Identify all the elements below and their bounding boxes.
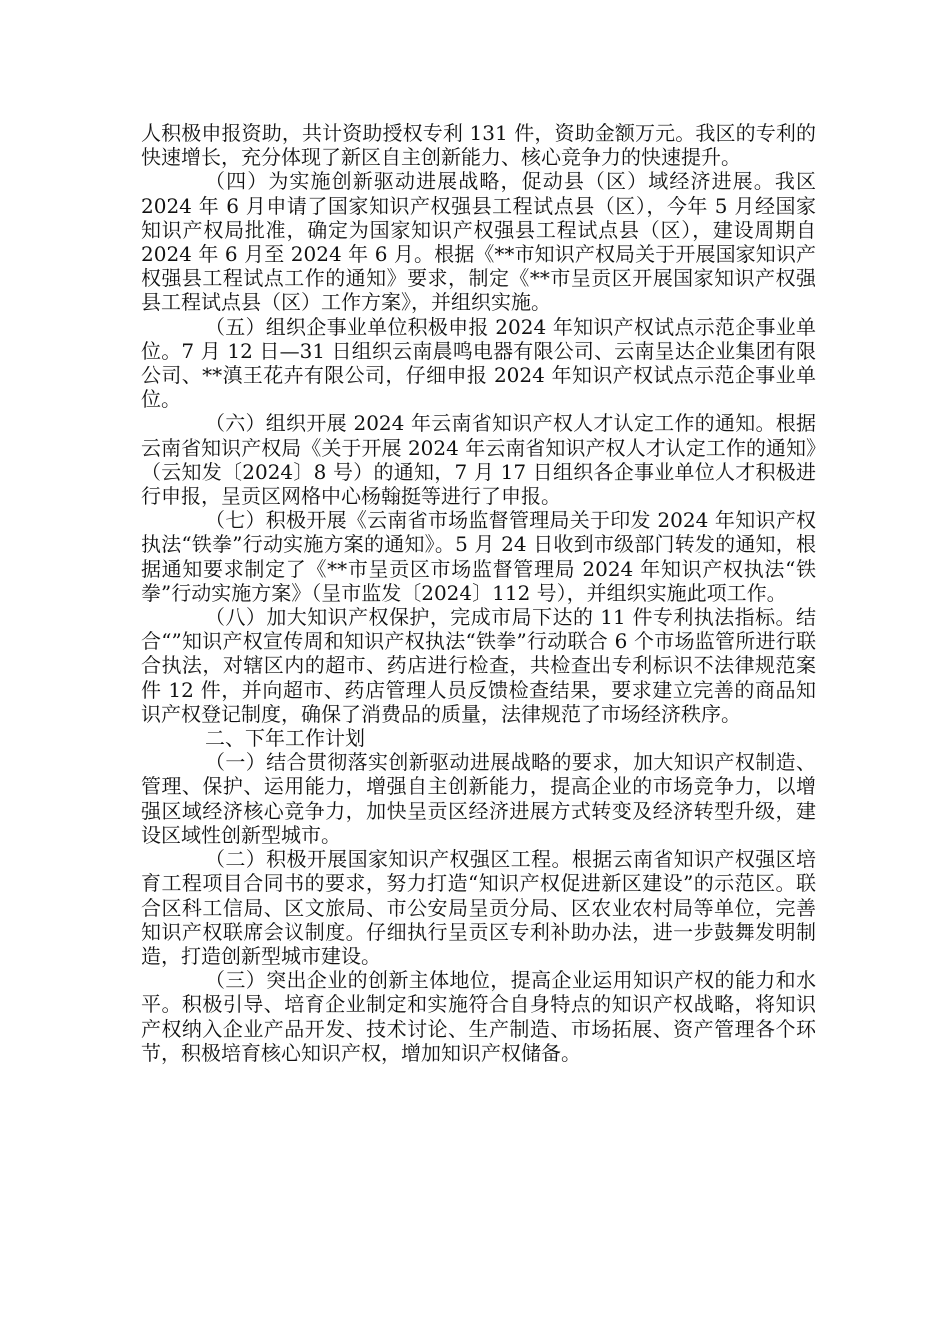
paragraph-item-6: （六）组织开展 2024 年云南省知识产权人才认定工作的通知。根据云南省知识产权局《关于开展 2024 年云南省知识产权人才认定工作的通知》（云知发〔2024〕8 号）的通知，7 月 17 日组织各企事业单位人才积极进行申报，呈贡区网格中心杨翰挺等进行了申报。 xyxy=(141,411,816,509)
document-body xyxy=(141,121,816,1065)
paragraph-item-8: （八）加大知识产权保护，完成市局下达的 11 件专利执法指标。结合“”知识产权宣传周和知识产权执法“铁拳”行动联合 6 个市场监管所进行联合执法，对辖区内的超市、药店进行检查，共检查出专利标识不法律规范案件 12 件，并向超市、药店管理人员反馈检查结果，要求建立完善的商品知识产权登记制度，确保了消费品的质量，法律规范了市场经济秩序。 xyxy=(141,605,816,726)
paragraph-item-5: （五）组织企事业单位积极申报 2024 年知识产权试点示范企事业单位。7 月 12 日—31 日组织云南晨鸣电器有限公司、云南呈达企业集团有限公司、**滇王花卉有限公司，仔细申报 2024 年知识产权试点示范企事业单位。 xyxy=(141,314,816,412)
paragraph-continuation: 人积极申报资助，共计资助授权专利 131 件，资助金额万元。我区的专利的快速增长，充分体现了新区自主创新能力、核心竞争力的快速提升。 xyxy=(141,121,816,170)
plan-item-1: （一）结合贯彻落实创新驱动进展战略的要求，加大知识产权制造、管理、保护、运用能力，增强自主创新能力，提高企业的市场竞争力，以增强区域经济核心竞争力，加快呈贡区经济进展方式转变及经济转型升级，建设区域性创新型城市。 xyxy=(141,750,816,847)
section-heading: 二、下年工作计划 xyxy=(205,726,365,751)
plan-item-3: （三）突出企业的创新主体地位，提高企业运用知识产权的能力和水平。积极引导、培育企业制定和实施符合自身特点的知识产权战略，将知识产权纳入企业产品开发、技术讨论、生产制造、市场拓展、资产管理各个环节，积极培育核心知识产权，增加知识产权储备。 xyxy=(141,968,816,1065)
paragraph-item-7: （七）积极开展《云南省市场监督管理局关于印发 2024 年知识产权执法“铁拳”行动实施方案的通知》。5 月 24 日收到市级部门转发的通知，根据通知要求制定了《**市呈贡区市场监督管理局 2024 年知识产权执法“铁拳”行动实施方案》（呈市监发〔2024〕112 号），并组织实施此项工作。 xyxy=(141,508,816,605)
paragraph-item-4: （四）为实施创新驱动进展战略，促动县（区）域经济进展。我区 2024 年 6 月申请了国家知识产权强县工程试点县（区），今年 5 月经国家知识产权局批准，确定为国家知识产权强县工程试点县（区），建设周期自 2024 年 6 月至 2024 年 6 月。根据《**市知识产权局关于开展国家知识产权强县工程试点工作的通知》要求，制定《**市呈贡区开展国家知识产权强县工程试点县（区）工作方案》，并组织实施。 xyxy=(141,169,816,315)
plan-item-2: （二）积极开展国家知识产权强区工程。根据云南省知识产权强区培育工程项目合同书的要求，努力打造“知识产权促进新区建设”的示范区。联合区科工信局、区文旅局、市公安局呈贡分局、区农业农村局等单位，完善知识产权联席会议制度。仔细执行呈贡区专利补助办法，进一步鼓舞发明制造，打造创新型城市建设。 xyxy=(141,847,816,968)
